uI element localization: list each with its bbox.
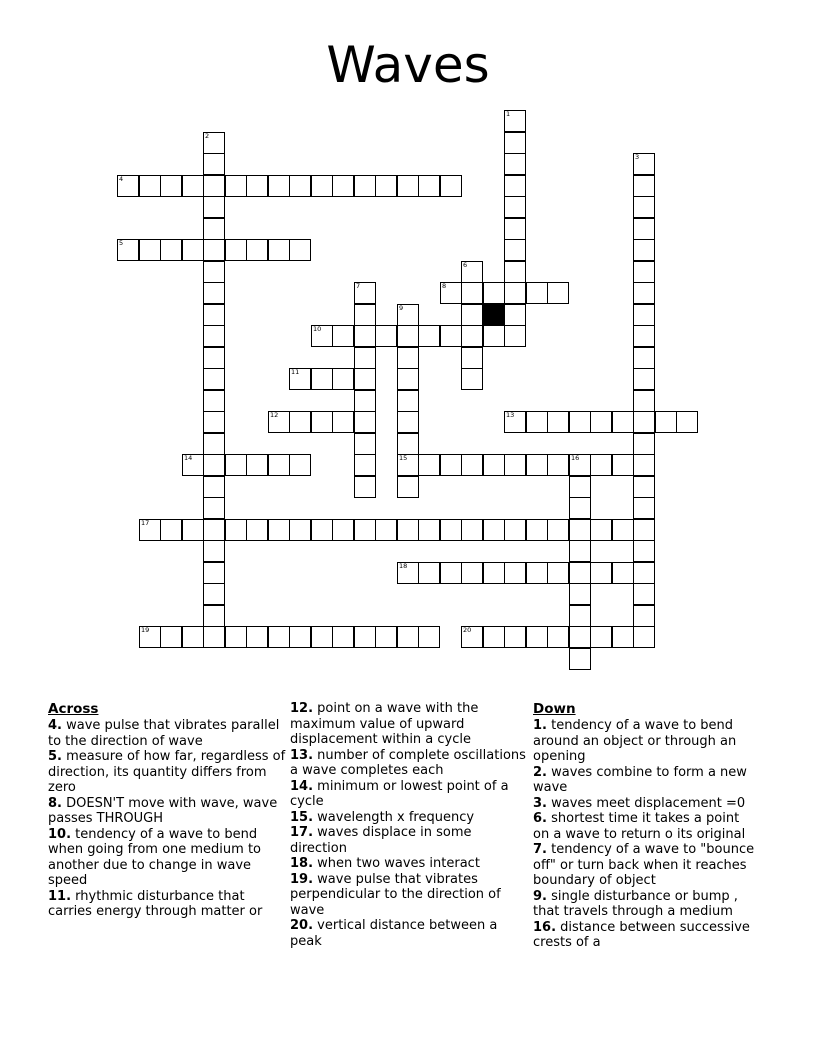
clue-number: 7 [356,282,361,290]
grid-cell[interactable] [504,196,526,218]
grid-cell[interactable] [139,239,161,261]
clue-number: 10 [313,325,322,333]
clue-item-number: 6. [533,811,547,826]
clue-item-number: 9. [533,888,547,904]
across-clues-continued [290,701,526,949]
clue-item [533,796,759,812]
clue-item-number: 2. [533,764,547,780]
grid-cell[interactable] [461,261,483,283]
grid-cell[interactable] [354,325,376,347]
grid-cell[interactable] [203,497,225,519]
grid-cell[interactable] [311,175,333,197]
clue-item [290,872,526,919]
grid-cell[interactable] [375,325,397,347]
grid-cell[interactable] [483,562,505,584]
across-heading: Across [48,701,99,717]
grid-cell[interactable] [633,605,655,627]
grid-cell[interactable] [139,626,161,648]
clue-item-number: 4. [48,718,62,733]
grid-cell[interactable] [203,562,225,584]
grid-cell[interactable] [375,519,397,541]
clue-item-text: shortest time it takes a point on a wave to return o its original [533,811,746,842]
grid-cell[interactable] [418,454,440,476]
grid-cell[interactable] [332,411,354,433]
clue-item-number: 19. [290,871,314,887]
grid-cell[interactable] [590,411,612,433]
grid-cell[interactable] [633,218,655,240]
grid-cell[interactable] [354,626,376,648]
clue-item-number: 10. [48,826,72,842]
grid-cell[interactable] [225,175,247,197]
grid-cell[interactable] [203,261,225,283]
grid-cell[interactable] [526,282,548,304]
grid-cell[interactable] [354,519,376,541]
grid-cell[interactable] [289,454,311,476]
clue-item-text: measure of how far, regardless of direction, its quantity differs from zero [48,749,286,795]
grid-cell[interactable] [483,282,505,304]
grid-cell[interactable] [569,626,591,648]
grid-cell[interactable] [633,347,655,369]
grid-cell[interactable] [182,454,204,476]
grid-cell[interactable] [397,562,419,584]
grid-cell[interactable] [203,347,225,369]
grid-block [483,304,505,326]
clue-item-text: wavelength x frequency [317,809,475,825]
clue-number: 14 [184,454,193,462]
grid-cell[interactable] [633,454,655,476]
grid-cell[interactable] [483,519,505,541]
grid-cell[interactable] [440,519,462,541]
grid-cell[interactable] [504,110,526,132]
grid-cell[interactable] [332,175,354,197]
grid-cell[interactable] [203,196,225,218]
grid-cell[interactable] [633,433,655,455]
grid-cell[interactable] [504,626,526,648]
grid-cell[interactable] [203,175,225,197]
clue-item-text: distance between successive crests of a [533,919,750,950]
grid-cell[interactable] [504,132,526,154]
grid-cell[interactable] [225,239,247,261]
clue-item [48,827,286,889]
down-heading: Down [533,701,576,717]
grid-cell[interactable] [633,411,655,433]
grid-cell[interactable] [440,282,462,304]
grid-cell[interactable] [633,390,655,412]
grid-cell[interactable] [203,540,225,562]
clue-item-text: tendency of a wave to bend around an object or through an opening [533,718,737,764]
clue-number: 3 [635,153,640,161]
grid-cell[interactable] [289,175,311,197]
clue-item-number: 17. [290,825,314,840]
grid-cell[interactable] [332,626,354,648]
clue-item-number: 5. [48,749,62,764]
grid-cell[interactable] [203,282,225,304]
grid-cell[interactable] [590,519,612,541]
grid-cell[interactable] [203,239,225,261]
clue-item [290,701,526,748]
grid-cell[interactable] [268,239,290,261]
clue-number: 13 [506,411,515,419]
grid-cell[interactable] [504,304,526,326]
grid-cell[interactable] [354,347,376,369]
clue-item [290,918,526,949]
clue-item-text: wave pulse that vibrates perpendicular to the direction of wave [290,871,501,918]
grid-cell[interactable] [526,626,548,648]
puzzle-title: Waves [326,36,490,94]
grid-cell[interactable] [547,411,569,433]
grid-cell[interactable] [397,433,419,455]
grid-cell[interactable] [547,454,569,476]
clue-number: 17 [141,519,150,527]
clue-item [533,842,759,889]
grid-cell[interactable] [633,497,655,519]
grid-cell[interactable] [354,411,376,433]
grid-cell[interactable] [246,626,268,648]
grid-cell[interactable] [354,390,376,412]
grid-cell[interactable] [289,239,311,261]
clue-item-number: 18. [290,856,314,871]
grid-cell[interactable] [246,175,268,197]
grid-cell[interactable] [397,368,419,390]
grid-cell[interactable] [311,368,333,390]
grid-cell[interactable] [526,519,548,541]
grid-cell[interactable] [332,325,354,347]
grid-cell[interactable] [311,325,333,347]
clue-number: 20 [463,626,472,634]
clue-number: 9 [399,304,404,312]
clue-item [290,810,526,826]
grid-cell[interactable] [418,626,440,648]
grid-cell[interactable] [483,325,505,347]
grid-cell[interactable] [160,175,182,197]
grid-cell[interactable] [246,239,268,261]
grid-cell[interactable] [526,454,548,476]
grid-cell[interactable] [633,626,655,648]
grid-cell[interactable] [633,476,655,498]
grid-cell[interactable] [547,626,569,648]
clue-item-number: 11. [48,888,72,904]
grid-cell[interactable] [633,175,655,197]
grid-cell[interactable] [461,368,483,390]
grid-cell[interactable] [655,411,677,433]
clue-item-text: waves displace in some direction [290,825,472,856]
grid-cell[interactable] [182,519,204,541]
grid-cell[interactable] [461,304,483,326]
grid-cell[interactable] [354,175,376,197]
grid-cell[interactable] [354,282,376,304]
grid-cell[interactable] [246,454,268,476]
grid-cell[interactable] [504,261,526,283]
grid-cell[interactable] [633,261,655,283]
grid-cell[interactable] [117,175,139,197]
clue-number: 4 [119,175,124,183]
grid-cell[interactable] [397,411,419,433]
clue-item-text: minimum or lowest point of a cycle [290,778,509,809]
grid-cell[interactable] [569,519,591,541]
clue-item-number: 8. [48,795,62,811]
clue-item-text: rhythmic disturbance that carries energy through matter or [48,888,263,919]
clue-number: 16 [571,454,580,462]
grid-cell[interactable] [504,282,526,304]
grid-cell[interactable] [440,325,462,347]
grid-cell[interactable] [504,519,526,541]
grid-cell[interactable] [354,368,376,390]
grid-cell[interactable] [225,519,247,541]
grid-cell[interactable] [225,454,247,476]
grid-cell[interactable] [397,626,419,648]
clue-item [48,718,286,749]
grid-cell[interactable] [590,626,612,648]
down-clues [533,701,759,951]
grid-cell[interactable] [461,519,483,541]
grid-cell[interactable] [160,519,182,541]
grid-cell[interactable] [633,304,655,326]
grid-cell[interactable] [289,368,311,390]
grid-cell[interactable] [590,454,612,476]
grid-cell[interactable] [397,304,419,326]
clue-number: 11 [291,368,300,376]
grid-cell[interactable] [504,218,526,240]
grid-cell[interactable] [354,476,376,498]
grid-cell[interactable] [268,411,290,433]
grid-cell[interactable] [569,411,591,433]
grid-cell[interactable] [203,304,225,326]
clue-number: 1 [506,110,511,118]
grid-cell[interactable] [203,626,225,648]
grid-cell[interactable] [483,626,505,648]
grid-cell[interactable] [203,433,225,455]
grid-cell[interactable] [397,347,419,369]
clue-item [290,779,526,810]
grid-cell[interactable] [504,153,526,175]
clue-item-text: tendency of a wave to "bounce off" or turn back when it reaches boundary of object [533,842,755,888]
grid-cell[interactable] [633,282,655,304]
grid-cell[interactable] [461,282,483,304]
clue-item [48,749,286,796]
grid-cell[interactable] [203,368,225,390]
clue-item [48,796,286,827]
clue-item-text: vertical distance between a peak [290,918,498,949]
grid-cell[interactable] [504,325,526,347]
grid-cell[interactable] [203,153,225,175]
clue-number: 5 [119,239,124,247]
grid-cell[interactable] [397,476,419,498]
grid-cell[interactable] [225,626,247,648]
grid-cell[interactable] [676,411,698,433]
grid-cell[interactable] [504,562,526,584]
grid-cell[interactable] [203,583,225,605]
clue-item-text: wave pulse that vibrates parallel to the direction of wave [48,718,280,749]
clue-item-number: 16. [533,919,557,935]
grid-cell[interactable] [547,282,569,304]
grid-cell[interactable] [289,519,311,541]
clue-item-text: number of complete oscillations a wave completes each [290,747,526,778]
clue-item [533,765,759,796]
grid-cell[interactable] [311,626,333,648]
grid-cell[interactable] [569,540,591,562]
grid-cell[interactable] [203,519,225,541]
clue-item-text: tendency of a wave to bend when going from one medium to another due to change in wave speed [48,826,262,888]
clue-item-number: 1. [533,718,547,733]
clue-number: 19 [141,626,150,634]
grid-cell[interactable] [289,411,311,433]
grid-cell[interactable] [332,368,354,390]
grid-cell[interactable] [203,454,225,476]
grid-cell[interactable] [203,476,225,498]
grid-cell[interactable] [526,411,548,433]
grid-cell[interactable] [569,605,591,627]
grid-cell[interactable] [418,519,440,541]
grid-cell[interactable] [633,540,655,562]
clue-item [533,811,759,842]
grid-cell[interactable] [461,347,483,369]
clue-number: 15 [399,454,408,462]
grid-cell[interactable] [633,196,655,218]
grid-cell[interactable] [504,411,526,433]
grid-cell[interactable] [461,325,483,347]
grid-cell[interactable] [375,175,397,197]
clue-item [533,718,759,765]
clue-item [290,748,526,779]
grid-cell[interactable] [268,519,290,541]
grid-cell[interactable] [504,239,526,261]
grid-cell[interactable] [612,626,634,648]
grid-cell[interactable] [633,153,655,175]
clue-number: 18 [399,562,408,570]
clue-number: 6 [463,261,468,269]
grid-cell[interactable] [633,562,655,584]
grid-cell[interactable] [461,562,483,584]
grid-cell[interactable] [354,454,376,476]
grid-cell[interactable] [160,239,182,261]
grid-cell[interactable] [397,454,419,476]
grid-cell[interactable] [440,562,462,584]
clue-item-text: waves meet displacement =0 [551,795,746,811]
clue-item [533,920,759,951]
grid-cell[interactable] [440,454,462,476]
grid-cell[interactable] [397,390,419,412]
grid-cell[interactable] [246,519,268,541]
grid-cell[interactable] [526,562,548,584]
grid-cell[interactable] [612,519,634,541]
clue-item-number: 7. [533,842,547,857]
clue-item-text: when two waves interact [317,856,480,871]
grid-cell[interactable] [569,476,591,498]
grid-cell[interactable] [268,626,290,648]
clue-item-number: 14. [290,778,314,794]
grid-cell[interactable] [397,325,419,347]
grid-cell[interactable] [139,175,161,197]
grid-cell[interactable] [612,411,634,433]
grid-cell[interactable] [418,175,440,197]
grid-cell[interactable] [569,583,591,605]
grid-cell[interactable] [203,605,225,627]
grid-cell[interactable] [461,626,483,648]
clue-item [48,889,286,920]
grid-cell[interactable] [311,411,333,433]
grid-cell[interactable] [160,626,182,648]
grid-cell[interactable] [569,562,591,584]
clue-item [290,825,526,856]
grid-cell[interactable] [182,239,204,261]
clue-item-text: waves combine to form a new wave [533,764,747,795]
grid-cell[interactable] [397,175,419,197]
grid-cell[interactable] [203,390,225,412]
grid-cell[interactable] [289,626,311,648]
grid-cell[interactable] [590,562,612,584]
grid-cell[interactable] [117,239,139,261]
clue-item-text: DOESN'T move with wave, wave passes THROUGH [48,795,278,826]
grid-cell[interactable] [354,433,376,455]
grid-cell[interactable] [182,175,204,197]
grid-cell[interactable] [440,175,462,197]
grid-cell[interactable] [633,325,655,347]
grid-cell[interactable] [397,519,419,541]
grid-cell[interactable] [547,519,569,541]
clue-item-number: 20. [290,918,314,933]
grid-cell[interactable] [633,519,655,541]
grid-cell[interactable] [268,175,290,197]
grid-cell[interactable] [569,497,591,519]
grid-cell[interactable] [633,239,655,261]
grid-cell[interactable] [332,519,354,541]
clue-item-number: 3. [533,795,547,811]
grid-cell[interactable] [375,626,397,648]
grid-cell[interactable] [483,454,505,476]
grid-cell[interactable] [569,648,591,670]
grid-cell[interactable] [504,175,526,197]
grid-cell[interactable] [203,325,225,347]
grid-cell[interactable] [354,304,376,326]
grid-cell[interactable] [504,454,526,476]
grid-cell[interactable] [203,132,225,154]
grid-cell[interactable] [547,562,569,584]
clue-item-number: 15. [290,809,314,825]
grid-cell[interactable] [633,583,655,605]
clue-number: 12 [270,411,279,419]
grid-cell[interactable] [311,519,333,541]
clue-number: 8 [442,282,447,290]
grid-cell[interactable] [268,454,290,476]
grid-cell[interactable] [139,519,161,541]
grid-cell[interactable] [612,454,634,476]
grid-cell[interactable] [203,411,225,433]
clue-number: 2 [205,132,210,140]
clue-item-text: single disturbance or bump , that travels through a medium [533,888,738,919]
grid-cell[interactable] [633,368,655,390]
grid-cell[interactable] [569,454,591,476]
grid-cell[interactable] [461,454,483,476]
grid-cell[interactable] [612,562,634,584]
grid-cell[interactable] [418,562,440,584]
grid-cell[interactable] [418,325,440,347]
clue-item-number: 12. [290,701,314,716]
grid-cell[interactable] [182,626,204,648]
clue-item-text: point on a wave with the maximum value of upward displacement within a cycle [290,701,479,747]
clue-item [290,856,526,872]
clue-item [533,889,759,920]
clue-item-number: 13. [290,747,314,763]
across-clues [48,701,286,920]
grid-cell[interactable] [203,218,225,240]
